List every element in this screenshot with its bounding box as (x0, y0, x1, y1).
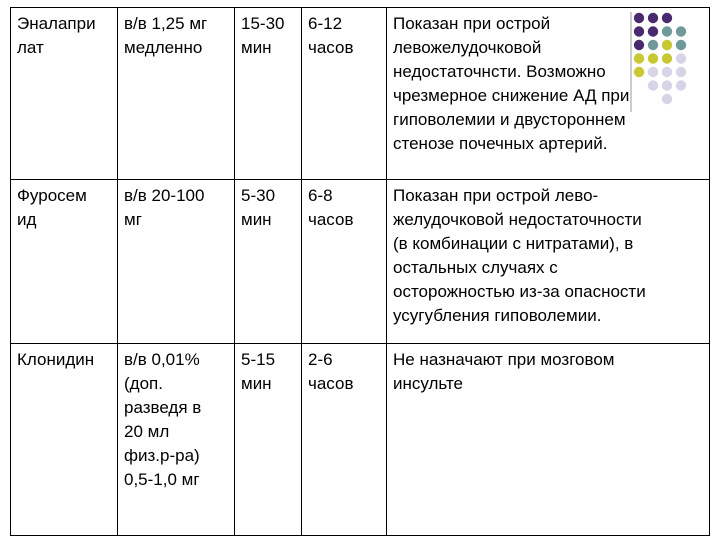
notes-cell: Не назначают при мозговом инсульте (387, 344, 710, 536)
decorative-dot (662, 40, 672, 50)
onset-cell: 15-30 мин (235, 8, 302, 180)
dose-cell: в/в 20-100 мг (118, 180, 235, 344)
decorative-dot (648, 80, 658, 90)
decorative-dot (634, 40, 644, 50)
dose-cell: в/в 1,25 мг медленно (118, 8, 235, 180)
decorative-dot (662, 80, 672, 90)
decorative-dot (676, 67, 686, 77)
drug-name-cell: Клонидин (11, 344, 118, 536)
decorative-dot (648, 13, 658, 23)
notes-cell: Показан при острой левожелудочковой недостаточнcти. Возможно чрезмерное снижение АД при гиповолемии и двустороннем стенозе почечных артерий. (387, 8, 710, 180)
notes-cell: Показан при острой лево- желудочковой недостаточности (в комбинации с нитратами), в остальных случаях с осторожностью из-за опасности усугубления гиповолемии. (387, 180, 710, 344)
decorative-dot (662, 94, 672, 104)
decorative-dot (648, 40, 658, 50)
decorative-dot (662, 67, 672, 77)
decorative-dot (676, 40, 686, 50)
decorative-dot (662, 53, 672, 63)
duration-cell: 2-6 часов (302, 344, 387, 536)
table-row (11, 344, 710, 536)
table-row (11, 180, 710, 344)
table-row (11, 8, 710, 180)
drug-name-cell: Фуросем ид (11, 180, 118, 344)
decorative-dot (648, 53, 658, 63)
onset-cell: 5-15 мин (235, 344, 302, 536)
decorative-dot (634, 67, 644, 77)
decorative-dot (648, 26, 658, 36)
decorative-dot (676, 26, 686, 36)
decorative-dot (634, 26, 644, 36)
decorative-dot (634, 53, 644, 63)
dose-cell: в/в 0,01% (доп. разведя в 20 мл физ.р-ра) 0,5-1,0 мг (118, 344, 235, 536)
decorative-dot (662, 26, 672, 36)
duration-cell: 6-8 часов (302, 180, 387, 344)
decorative-dot-grid (625, 12, 705, 112)
decorative-dot (676, 53, 686, 63)
decorative-dot (634, 13, 644, 23)
onset-cell: 5-30 мин (235, 180, 302, 344)
decorative-dot (662, 13, 672, 23)
duration-cell: 6-12 часов (302, 8, 387, 180)
decorative-dot (676, 80, 686, 90)
drug-table (10, 7, 710, 536)
drug-name-cell: Эналапри лат (11, 8, 118, 180)
decorative-dot (648, 67, 658, 77)
